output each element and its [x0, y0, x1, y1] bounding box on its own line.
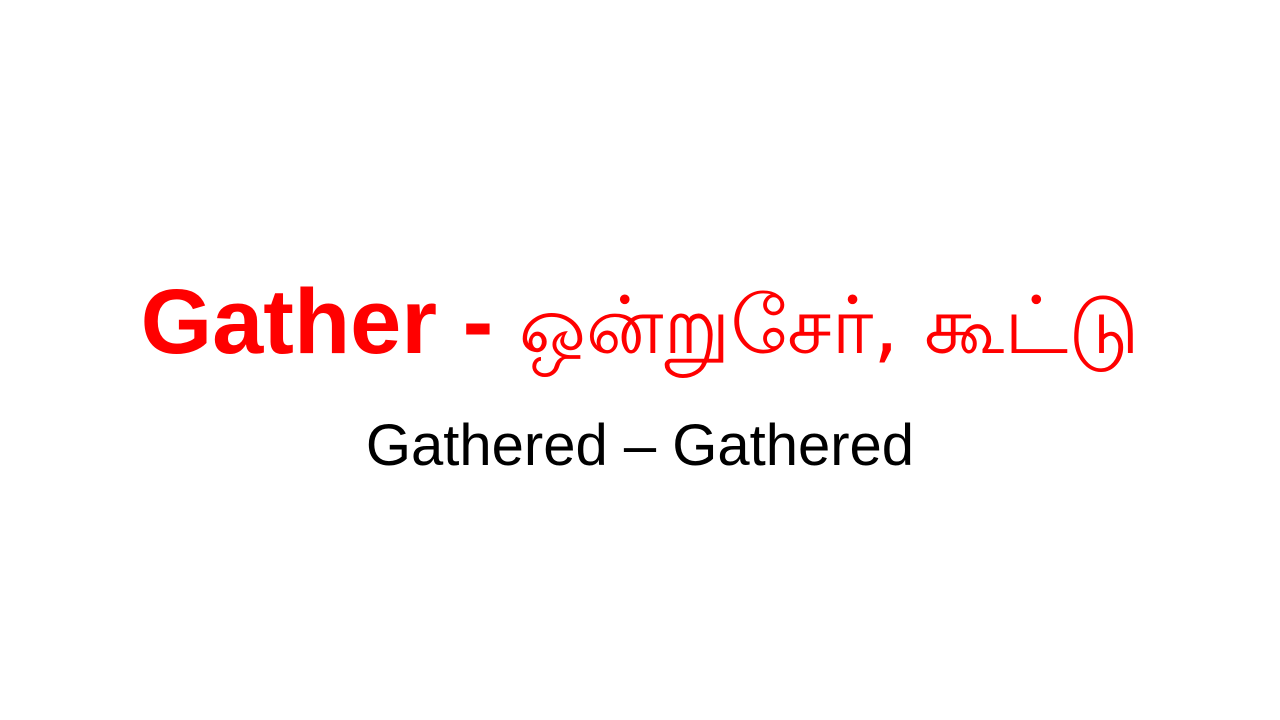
- word-title: [0, 262, 1280, 386]
- title-tamil: ஒன்றுசேர், கூட்டு: [518, 279, 1140, 372]
- word-forms: Gathered – Gathered: [365, 413, 915, 478]
- title-english: Gather -: [140, 271, 494, 373]
